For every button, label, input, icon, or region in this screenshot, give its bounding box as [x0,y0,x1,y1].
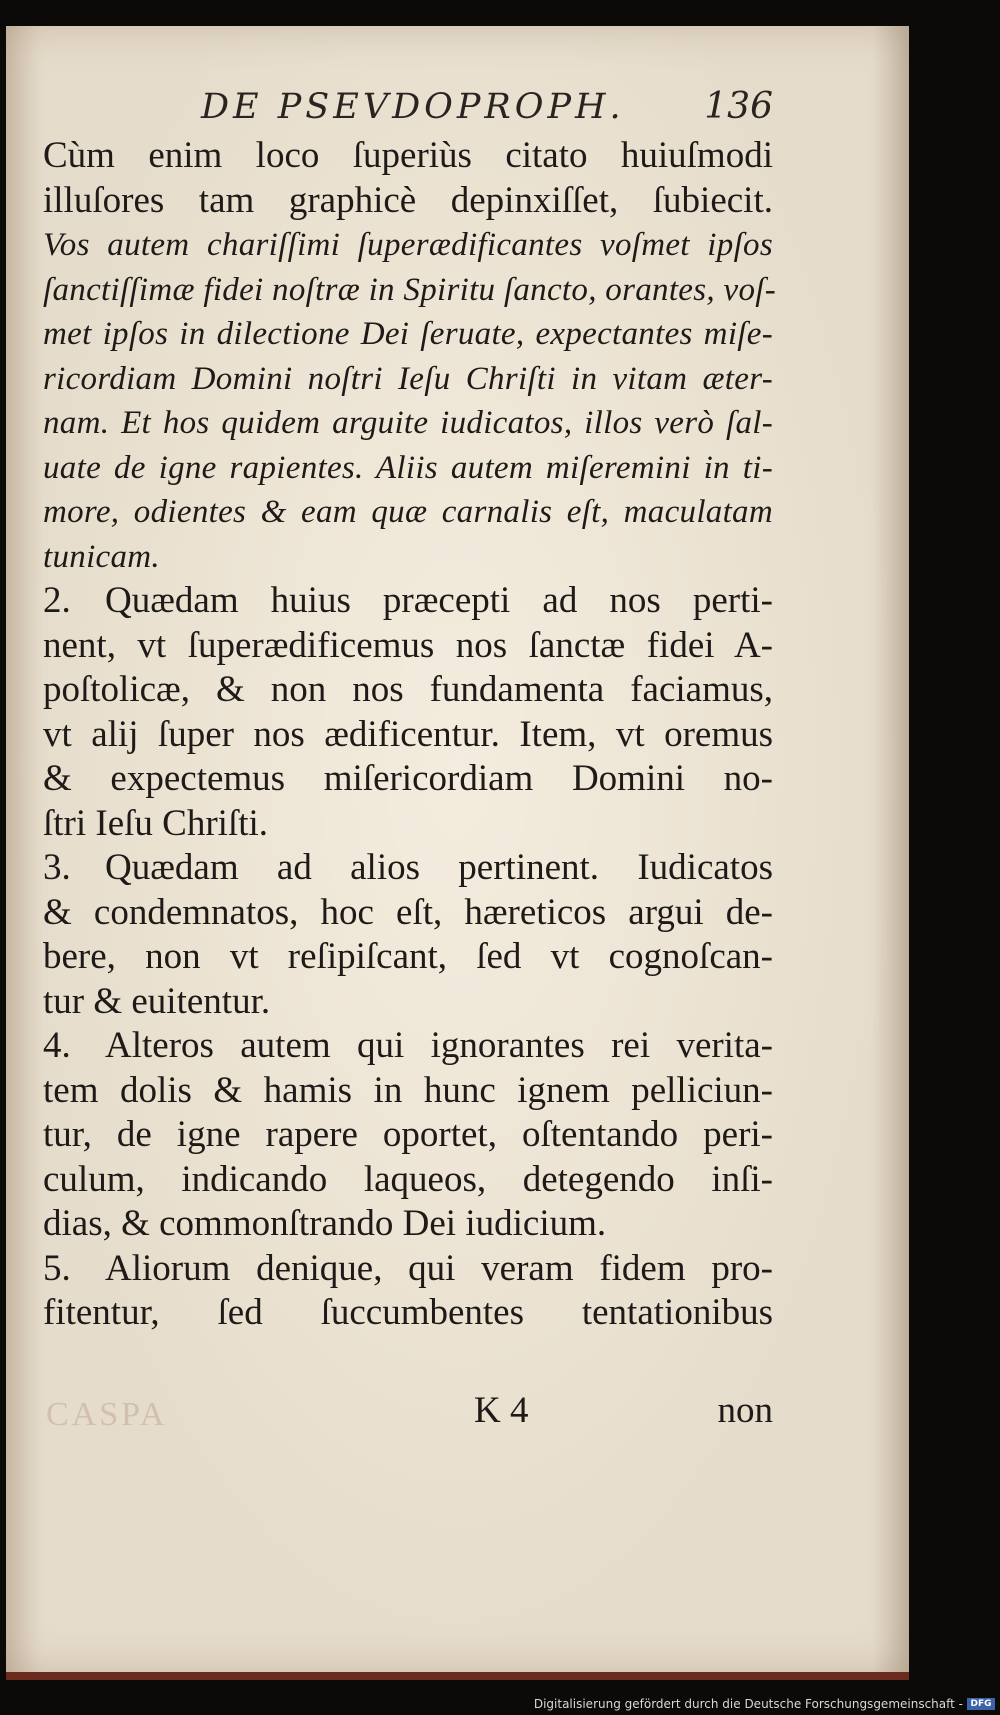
digitization-credit [534,1697,995,1711]
paragraph-number: 3. [43,847,71,888]
text-line [43,357,773,402]
text-line [43,1069,773,1114]
line-text: uate de igne rapientes. Aliis autem miſeremini in ti- [43,449,773,486]
text-line [43,401,773,446]
line-text: Quædam huius præcepti ad nos perti- [105,580,773,621]
line-text: Alteros autem qui ignorantes rei verita- [105,1025,773,1066]
line-text: bere, non vt reſipiſcant, ſed vt cognoſcan- [43,936,773,977]
line-text: more, odientes & eam quæ carnalis eſt, maculatam [43,494,773,530]
text-line [43,490,773,535]
text-line [43,980,773,1025]
text-line [43,1291,773,1336]
catchword: non [717,1390,773,1431]
line-text: Cùm enim loco ſuperiùs citato huiuſmodi [43,135,773,176]
line-text: nent, vt ſuperædificemus nos ſanctæ fidei A- [43,624,773,666]
page-number: 136 [704,86,773,127]
page-footer [43,1389,773,1435]
library-stamp: CASPA [46,1396,168,1433]
dfg-logo-icon: DFG [967,1698,995,1710]
text-line [43,713,773,758]
line-text: Vos autem chariſſimi ſuperædificantes voſmet ipſos [43,227,773,263]
line-text: Aliorum denique, qui veram fidem pro- [105,1247,773,1289]
body-text [43,134,776,1336]
text-block [43,86,776,1336]
line-text: culum, indicando laqueos, detegendo inſi- [43,1158,773,1200]
line-text: illuſores tam graphicè depinxiſſet, ſubiecit. [43,179,773,221]
text-line [43,446,773,491]
book-page [6,26,909,1680]
line-text: tunicam. [43,538,160,575]
text-line [43,579,773,624]
line-text: fitentur, ſed ſuccumbentes tentationibus [43,1292,773,1333]
line-text: tur & euitentur. [43,980,271,1022]
text-line [43,668,773,713]
line-text: tur, de igne rapere oportet, oſtentando peri- [43,1114,773,1155]
running-title: DE PSEVDOPROPH. [201,87,625,127]
text-line [43,1024,773,1069]
line-text: ricordiam Domini noſtri Ieſu Chriſti in vitam æter- [43,360,773,397]
line-text: ſtri Ieſu Chriſti. [43,802,269,844]
line-text: nam. Et hos quidem arguite iudicatos, illos verò ſal- [43,405,773,441]
line-text: & expectemus miſericordiam Domini no- [43,758,773,799]
text-line [43,179,773,224]
line-text: Quædam ad alios pertinent. Iudicatos [105,847,773,888]
signature-mark: K 4 [474,1390,529,1431]
text-line [43,757,773,802]
line-text: & condemnatos, hoc eſt, hæreticos argui de- [43,891,773,933]
text-line [43,1247,773,1292]
running-header [43,86,773,134]
line-text: vt alij ſuper nos ædificentur. Item, vt oremus [43,713,773,755]
line-text: met ipſos in dilectione Dei ſeruate, expectantes miſe- [43,316,773,352]
credit-text: Digitalisierung gefördert durch die Deutsche Forschungsgemeinschaft - [533,1697,963,1711]
text-line [43,624,773,669]
line-text: dias, & commonſtrando Dei iudicium. [43,1203,607,1244]
line-text: poſtolicæ, & non nos fundamenta faciamus, [43,669,773,710]
line-text: ſanctiſſimæ fidei noſtræ in Spiritu ſancto, orantes, voſ- [43,271,776,308]
text-line [43,935,773,980]
line-text: tem dolis & hamis in hunc ignem pelliciun- [43,1069,773,1111]
text-line [43,846,773,891]
text-line [43,223,773,268]
text-line [43,891,773,936]
paragraph-number: 2. [43,580,71,621]
text-line [43,268,776,313]
text-line [43,535,773,580]
text-line [43,312,773,357]
text-line [43,134,773,179]
text-line [43,1113,773,1158]
text-line [43,1202,773,1247]
paragraph-number: 4. [43,1025,71,1066]
text-line [43,802,773,847]
text-line [43,1158,773,1203]
paragraph-number: 5. [43,1247,71,1289]
